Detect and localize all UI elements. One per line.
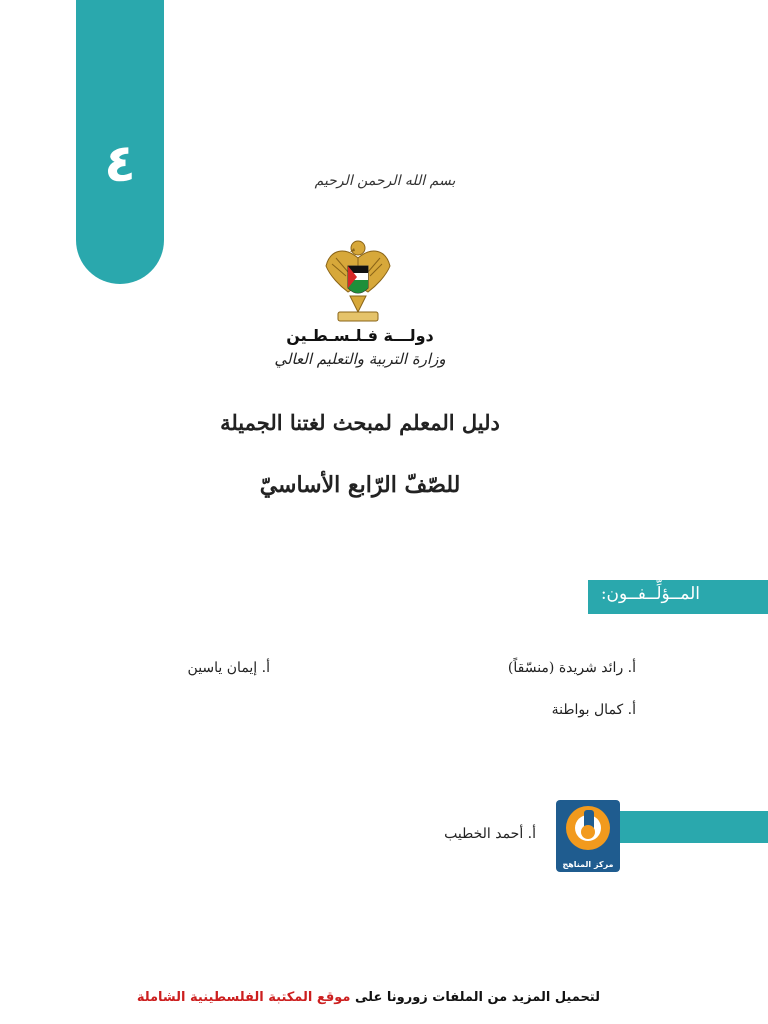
grade-tab <box>76 0 164 284</box>
publisher-bar <box>614 811 768 843</box>
publisher-logo-text: مركز المناهج <box>562 860 614 869</box>
curriculum-center-logo <box>556 800 620 872</box>
grade-number: ٤ <box>104 134 136 194</box>
author-kamal-bawatneh: أ. كمال بواطنة <box>551 702 636 718</box>
footer-download-note <box>100 990 600 1005</box>
basmala: بسم الله الرحمن الرحيم <box>314 173 456 189</box>
footer-text: لتحميل المزيد من الملفات زورونا على <box>355 990 600 1005</box>
palestine-eagle-emblem-icon <box>324 236 392 326</box>
footer-site-link[interactable]: موقع المكتبة الفلسطينية الشاملة <box>136 990 351 1005</box>
book-title: دليل المعلم لمبحث لغتنا الجميلة <box>220 410 500 435</box>
ministry-name: وزارة التربية والتعليم العالي <box>274 350 446 368</box>
author-raed-shraideh: أ. رائد شريدة (منسّقاً) <box>507 660 636 676</box>
author-iman-yaseen: أ. إيمان ياسين <box>187 660 270 676</box>
curriculum-center-logo-icon <box>556 800 620 856</box>
state-name: دولـــة فـلـسـطـين <box>286 326 434 345</box>
author-ahmad-alkhateeb: أ. أحمد الخطيب <box>444 826 536 842</box>
authors-header-bar <box>588 580 768 614</box>
authors-label: المــؤلِّــفــون: <box>600 584 700 604</box>
book-subtitle: للصّفّ الرّابع الأساسيّ <box>259 472 461 498</box>
